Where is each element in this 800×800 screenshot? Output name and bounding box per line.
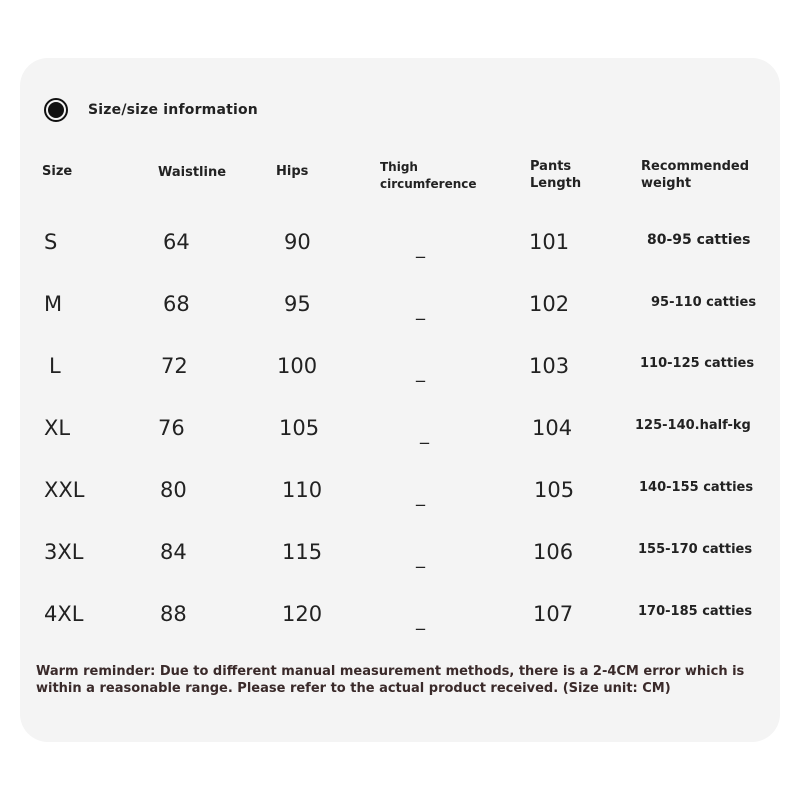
row-m-size: M bbox=[44, 292, 63, 316]
row-xl-waist: 76 bbox=[158, 416, 185, 440]
header-size: Size bbox=[42, 164, 73, 179]
row-4xl-waist: 88 bbox=[160, 602, 187, 626]
row-4xl-weight: 170-185 catties bbox=[638, 604, 753, 619]
header-pants-length: Pants Length bbox=[530, 159, 582, 191]
row-xl-size: XL bbox=[44, 416, 71, 440]
row-xl-weight: 125-140.half-kg bbox=[635, 418, 751, 433]
row-xl-pants: 104 bbox=[532, 416, 573, 440]
row-4xl-hips: 120 bbox=[282, 602, 323, 626]
row-s-waist: 64 bbox=[163, 230, 190, 254]
row-l-waist: 72 bbox=[161, 354, 188, 378]
row-xxl-size: XXL bbox=[44, 478, 85, 502]
row-xxl-waist: 80 bbox=[160, 478, 187, 502]
header-waistline: Waistline bbox=[158, 165, 227, 180]
row-m-waist: 68 bbox=[163, 292, 190, 316]
row-3xl-thigh: _ bbox=[416, 548, 425, 569]
row-m-weight: 95-110 catties bbox=[651, 295, 757, 310]
row-4xl-size: 4XL bbox=[44, 602, 84, 626]
row-l-pants: 103 bbox=[529, 354, 570, 378]
row-s-hips: 90 bbox=[284, 230, 311, 254]
row-m-thigh: _ bbox=[416, 300, 425, 321]
row-4xl-pants: 107 bbox=[533, 602, 574, 626]
row-l-hips: 100 bbox=[277, 354, 318, 378]
section-title-row bbox=[44, 96, 258, 124]
row-l-size: L bbox=[49, 354, 61, 378]
row-xxl-hips: 110 bbox=[282, 478, 323, 502]
row-3xl-waist: 84 bbox=[160, 540, 187, 564]
row-xxl-weight: 140-155 catties bbox=[639, 480, 754, 495]
row-s-size: S bbox=[44, 230, 58, 254]
header-hips: Hips bbox=[276, 164, 309, 179]
row-l-weight: 110-125 catties bbox=[640, 356, 755, 371]
warm-reminder-note: Warm reminder: Due to different manual measurement methods, there is a 2-4CM error which is within a reasonable range. Please refer to the actual product received. (Size unit: CM) bbox=[36, 664, 745, 696]
row-s-weight: 80-95 catties bbox=[647, 232, 751, 248]
row-xl-hips: 105 bbox=[279, 416, 320, 440]
row-3xl-hips: 115 bbox=[282, 540, 323, 564]
row-3xl-size: 3XL bbox=[44, 540, 84, 564]
header-recommended-weight: Recommended weight bbox=[641, 159, 750, 191]
row-3xl-weight: 155-170 catties bbox=[638, 542, 753, 557]
row-s-pants: 101 bbox=[529, 230, 570, 254]
row-xl-thigh: _ bbox=[420, 424, 429, 445]
header-thigh-circumference: Thigh circumference bbox=[380, 160, 477, 191]
row-m-hips: 95 bbox=[284, 292, 311, 316]
row-m-pants: 102 bbox=[529, 292, 570, 316]
row-l-thigh: _ bbox=[416, 362, 425, 383]
row-xxl-pants: 105 bbox=[534, 478, 575, 502]
section-title: Size/size information bbox=[88, 102, 258, 118]
row-s-thigh: _ bbox=[416, 238, 425, 259]
row-xxl-thigh: _ bbox=[416, 486, 425, 507]
circle-bullet-icon bbox=[44, 98, 68, 122]
row-4xl-thigh: _ bbox=[416, 610, 425, 631]
row-3xl-pants: 106 bbox=[533, 540, 574, 564]
